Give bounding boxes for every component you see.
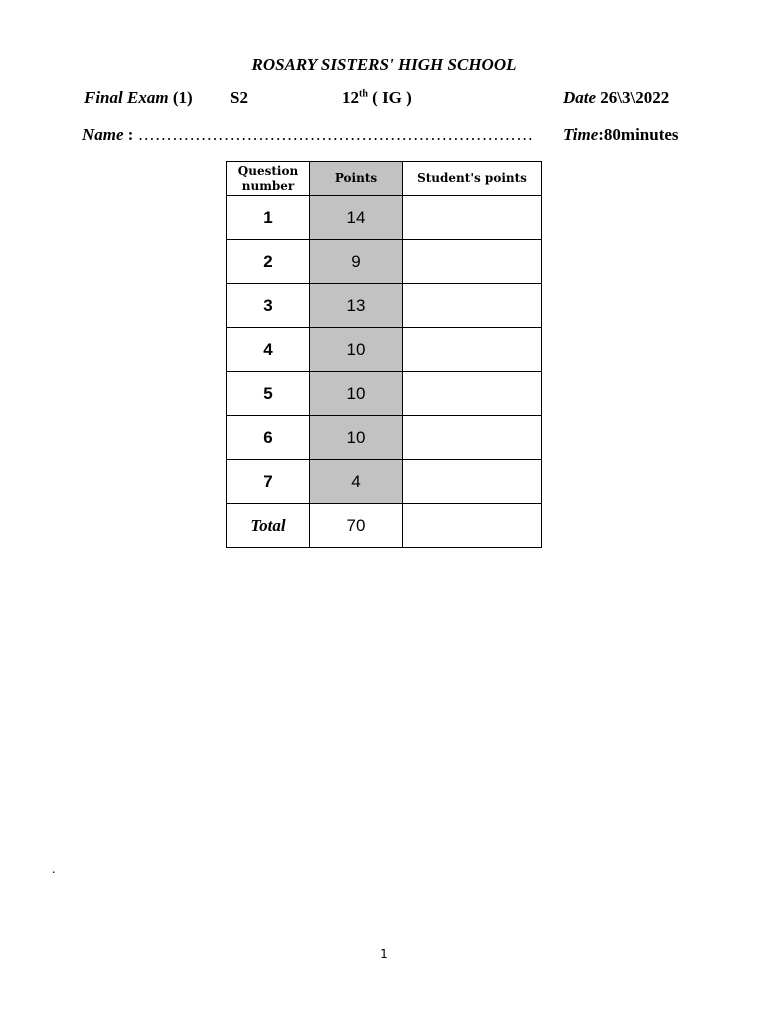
table-row xyxy=(227,240,542,284)
name-label: Name xyxy=(82,125,124,144)
exam-time xyxy=(563,125,679,145)
score-table-header xyxy=(227,162,542,196)
total-points: 70 xyxy=(310,504,403,548)
table-row xyxy=(227,328,542,372)
question-number: 1 xyxy=(227,196,310,240)
section-label: S2 xyxy=(230,88,248,107)
student-points-field[interactable] xyxy=(403,240,542,284)
grade-suffix: th xyxy=(359,88,368,100)
total-label: Total xyxy=(227,504,310,548)
name-colon: : xyxy=(127,125,134,144)
total-student-points-field[interactable] xyxy=(403,504,542,548)
name-blank: …………………………………………………………… xyxy=(137,125,534,144)
question-number: 2 xyxy=(227,240,310,284)
question-number: 7 xyxy=(227,460,310,504)
question-points: 10 xyxy=(310,328,403,372)
table-row xyxy=(227,416,542,460)
header-question-line1: Question xyxy=(237,163,299,178)
header-student-points: Student's points xyxy=(403,162,542,196)
question-points: 4 xyxy=(310,460,403,504)
question-points: 10 xyxy=(310,372,403,416)
name-line xyxy=(82,125,533,145)
student-points-field[interactable] xyxy=(403,328,542,372)
stray-mark: . xyxy=(52,862,56,877)
table-row xyxy=(227,284,542,328)
date-label: Date xyxy=(563,88,597,107)
grade-label xyxy=(342,88,412,108)
student-points-field[interactable] xyxy=(403,372,542,416)
grade-stream: ( IG ) xyxy=(372,88,412,107)
table-row xyxy=(227,372,542,416)
header-question-line2: number xyxy=(241,178,295,193)
question-points: 10 xyxy=(310,416,403,460)
header-points: Points xyxy=(310,162,403,196)
school-name: ROSARY SISTERS' HIGH SCHOOL xyxy=(251,55,517,74)
student-points-field[interactable] xyxy=(403,196,542,240)
student-points-field[interactable] xyxy=(403,284,542,328)
page-number: 1 xyxy=(380,947,388,961)
question-number: 3 xyxy=(227,284,310,328)
time-value: :80minutes xyxy=(598,125,679,144)
question-points: 9 xyxy=(310,240,403,284)
exam-label: Final Exam xyxy=(84,88,169,107)
exam-number: (1) xyxy=(172,88,193,107)
time-label: Time xyxy=(563,125,599,144)
student-points-field[interactable] xyxy=(403,460,542,504)
question-number: 4 xyxy=(227,328,310,372)
table-row xyxy=(227,196,542,240)
question-number: 6 xyxy=(227,416,310,460)
student-points-field[interactable] xyxy=(403,416,542,460)
question-points: 13 xyxy=(310,284,403,328)
date-value: 26\3\2022 xyxy=(600,88,670,107)
exam-title xyxy=(84,88,193,108)
exam-date xyxy=(563,88,669,108)
question-number: 5 xyxy=(227,372,310,416)
question-points: 14 xyxy=(310,196,403,240)
score-table xyxy=(226,161,542,548)
total-row xyxy=(227,504,542,548)
grade-number: 12 xyxy=(342,88,359,107)
header-question-number xyxy=(227,162,310,196)
table-row xyxy=(227,460,542,504)
